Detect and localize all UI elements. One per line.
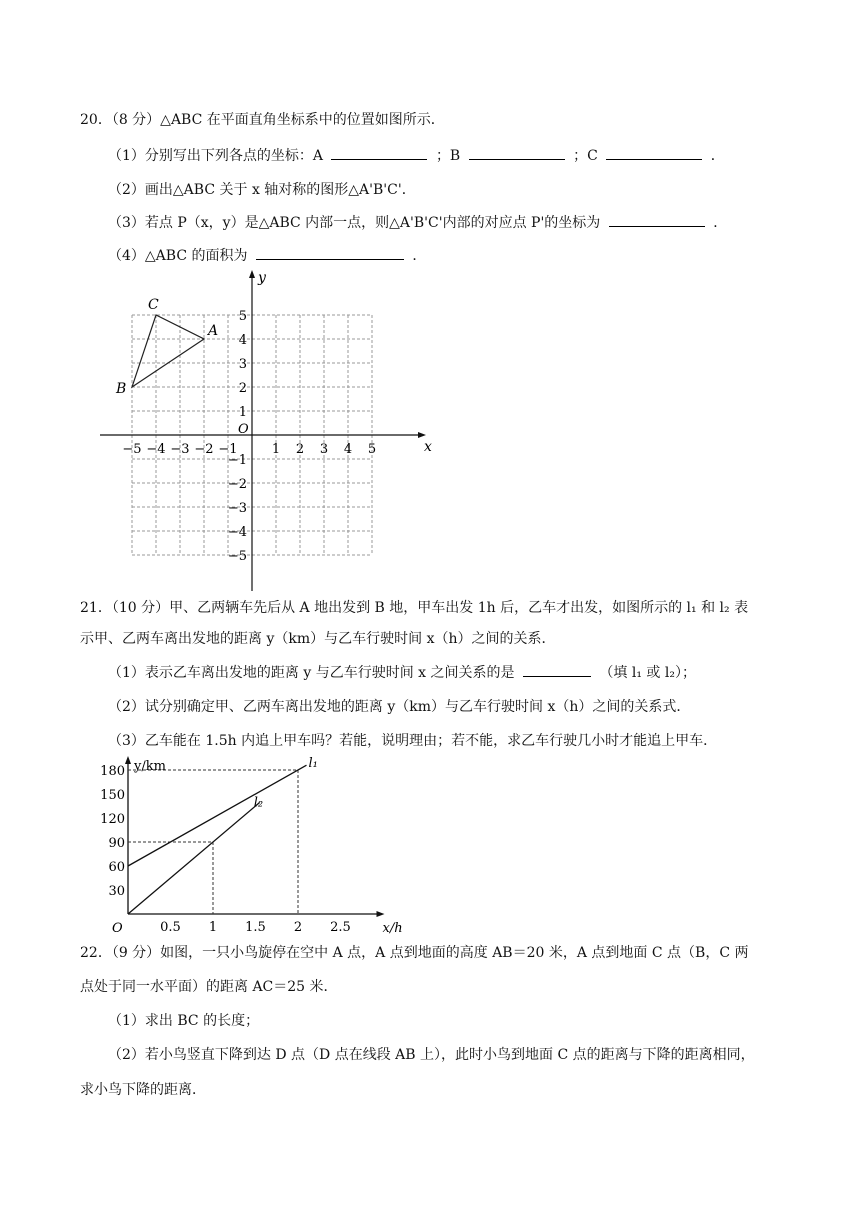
q21-part2: （2）试分别确定甲、乙两车离出发地的距离 y（km）与乙车行驶时间 x（h）之间的关系式． xyxy=(108,699,691,715)
q20-part1-end: ． xyxy=(710,148,725,164)
q20-part1-c: ；C xyxy=(573,148,598,164)
y-tick-label: 120 xyxy=(100,812,125,827)
q20-part4 xyxy=(108,245,426,266)
point-a-label: A xyxy=(208,323,219,339)
x-tick-label: 1 xyxy=(208,920,218,935)
y-tick-label: −4 xyxy=(227,525,247,540)
q21-line2: 示甲、乙两车离出发地的距离 y（km）与乙车行驶时间 x（h）之间的关系． xyxy=(80,631,556,647)
tick-labels xyxy=(122,309,376,564)
q20-part4-end: ． xyxy=(412,248,427,264)
line-l2-label: l₂ xyxy=(253,795,264,811)
y-tick-label: −2 xyxy=(227,477,247,492)
x-tick-label: 4 xyxy=(343,442,353,457)
y-axis-arrow xyxy=(125,756,131,764)
q20-part2: （2）画出△ABC 关于 x 轴对称的图形△A'B'C'． xyxy=(108,182,416,198)
y-axis-arrow xyxy=(249,270,255,278)
y-tick-label: 180 xyxy=(100,764,125,779)
y-tick-label: 1 xyxy=(238,405,247,420)
answer-blank-c[interactable] xyxy=(606,145,702,160)
q21-distance-time-graph xyxy=(96,756,403,936)
q20-part3-text: （3）若点 P（x，y）是△ABC 内部一点，则△A'B'C'内部的对应点 P'的坐标为 xyxy=(108,215,601,231)
x-tick-label: 1.5 xyxy=(245,920,266,935)
x-tick-label: 1 xyxy=(271,442,281,457)
q21-part1-end: （填 l₁ 或 l₂）； xyxy=(599,665,696,681)
q20-part3-end: ． xyxy=(713,215,728,231)
y-tick-label: 60 xyxy=(108,860,125,875)
x-tick-label: 0.5 xyxy=(160,920,181,935)
y-axis-label: y xyxy=(258,270,266,286)
answer-blank-area[interactable] xyxy=(256,245,404,260)
q20-part1-b: ；B xyxy=(435,148,461,164)
x-tick-label: −2 xyxy=(194,442,214,457)
q22-part2-line2: 求小鸟下降的距离． xyxy=(80,1082,206,1098)
y-tick-label: 30 xyxy=(108,884,125,899)
x-axis-label: x/h xyxy=(382,921,403,936)
x-axis-arrow xyxy=(418,432,426,438)
y-tick-label: 3 xyxy=(238,357,247,372)
q22-part2-line1: （2）若小鸟竖直下降到达 D 点（D 点在线段 AB 上），此时小鸟到地面 C 点的距离与下降的距离相同， xyxy=(108,1047,755,1063)
answer-blank-p-prime[interactable] xyxy=(609,212,705,227)
x-tick-label: −5 xyxy=(122,442,142,457)
y-tick-label: 150 xyxy=(100,788,125,803)
y-tick-label: −1 xyxy=(227,453,247,468)
q22-line1: 22．（9 分）如图，一只小鸟旋停在空中 A 点，A 点到地面的高度 AB＝20 米，A 点到地面 C 点（B，C 两 xyxy=(80,945,749,961)
x-tick-label: 2 xyxy=(293,920,303,935)
y-tick-label: 5 xyxy=(238,309,247,324)
y-tick-label: −5 xyxy=(227,549,247,564)
q21-part3: （3）乙车能在 1.5h 内追上甲车吗？若能，说明理由；若不能，求乙车行驶几小时才能追上甲车． xyxy=(108,733,718,749)
y-tick-label: 2 xyxy=(238,381,247,396)
q20-part3 xyxy=(108,212,727,233)
x-axis-arrow xyxy=(377,911,385,917)
line-l1 xyxy=(128,765,307,866)
x-tick-label: 5 xyxy=(367,442,377,457)
q22-part1: （1）求出 BC 的长度； xyxy=(108,1013,260,1029)
x-tick-label: −1 xyxy=(218,442,238,457)
triangle-abc xyxy=(132,315,204,387)
y-tick-label: −3 xyxy=(227,501,247,516)
q21-part1 xyxy=(108,662,696,683)
answer-blank-line[interactable] xyxy=(523,662,591,677)
q21-line1: 21．（10 分）甲、乙两辆车先后从 A 地出发到 B 地，甲车出发 1h 后，乙车才出发，如图所示的 l₁ 和 l₂ 表 xyxy=(80,600,749,616)
point-c-label: C xyxy=(148,297,159,313)
x-tick-label: −4 xyxy=(146,442,166,457)
q21-part1-text: （1）表示乙车离出发地的距离 y 与乙车行驶时间 x 之间关系的是 xyxy=(108,665,515,681)
line-l1-label: l₁ xyxy=(308,756,318,772)
q20-coordinate-graph xyxy=(90,268,430,588)
origin-label: O xyxy=(112,921,123,936)
y-tick-label: 90 xyxy=(108,836,125,851)
x-tick-label: −3 xyxy=(170,442,190,457)
y-axis-label: y/km xyxy=(134,759,166,774)
point-b-label: B xyxy=(116,381,127,397)
x-tick-label: 2.5 xyxy=(330,920,351,935)
answer-blank-a[interactable] xyxy=(331,145,427,160)
q20-part1-prefix: （1）分别写出下列各点的坐标：A xyxy=(108,148,324,164)
x-tick-label: 3 xyxy=(319,442,329,457)
q20-part1 xyxy=(108,145,725,166)
origin-label: O xyxy=(238,422,249,437)
line-l2 xyxy=(128,802,260,914)
x-tick-label: 2 xyxy=(295,442,305,457)
q20-part4-text: （4）△ABC 的面积为 xyxy=(108,248,248,264)
graph-body xyxy=(100,756,384,935)
q20-title: 20．（8 分）△ABC 在平面直角坐标系中的位置如图所示． xyxy=(80,112,445,128)
axes xyxy=(100,270,426,591)
y-tick-label: 4 xyxy=(238,333,247,348)
x-axis-label: x xyxy=(424,439,432,455)
q22-line2: 点处于同一水平面）的距离 AC＝25 米． xyxy=(80,979,338,995)
answer-blank-b[interactable] xyxy=(469,145,565,160)
